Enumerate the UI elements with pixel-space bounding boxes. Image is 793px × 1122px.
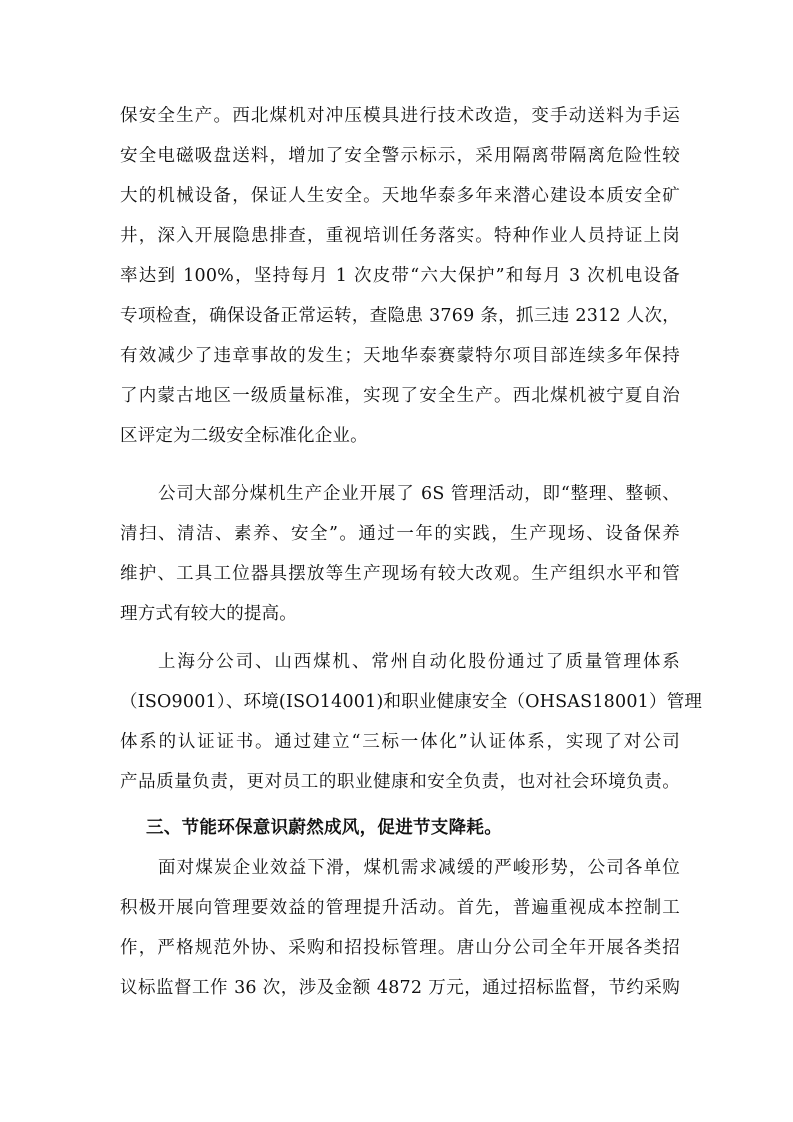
paragraph-line: （ISO9001）、环境(ISO14001)和职业健康安全（OHSAS18001）管理 — [120, 692, 703, 712]
paragraph-line: 大的机械设备，保证人生安全。天地华泰多年来潜心建设本质安全矿 — [120, 186, 680, 206]
paragraph-line: 面对煤炭企业效益下滑，煤机需求减缓的严峻形势，公司各单位 — [158, 858, 680, 878]
section-heading: 三、节能环保意识蔚然成风，促进节支降耗。 — [146, 818, 502, 838]
paragraph-line: 上海分公司、山西煤机、常州自动化股份通过了质量管理体系 — [158, 652, 680, 672]
paragraph-line: 公司大部分煤机生产企业开展了 6S 管理活动，即“整理、整顿、 — [158, 484, 680, 504]
paragraph-line: 清扫、清洁、素养、安全”。通过一年的实践，生产现场、设备保养 — [120, 524, 680, 544]
paragraph-line: 产品质量负责，更对员工的职业健康和安全负责，也对社会环境负责。 — [120, 772, 680, 792]
paragraph-line: 井，深入开展隐患排查，重视培训任务落实。特种作业人员持证上岗 — [120, 226, 680, 246]
paragraph-line: 安全电磁吸盘送料，增加了安全警示标示，采用隔离带隔离危险性较 — [120, 146, 680, 166]
paragraph-line: 维护、工具工位器具摆放等生产现场有较大改观。生产组织水平和管 — [120, 564, 680, 584]
paragraph-line: 理方式有较大的提高。 — [120, 604, 297, 624]
paragraph-line: 议标监督工作 36 次，涉及金额 4872 万元，通过招标监督，节约采购 — [120, 978, 680, 998]
paragraph-line: 体系的认证证书。通过建立“三标一体化”认证体系，实现了对公司 — [120, 732, 680, 752]
paragraph-line: 作，严格规范外协、采购和招投标管理。唐山分公司全年开展各类招 — [120, 938, 680, 958]
paragraph-line: 了内蒙古地区一级质量标准，实现了安全生产。西北煤机被宁夏自治 — [120, 386, 680, 406]
paragraph-line: 有效减少了违章事故的发生；天地华泰赛蒙特尔项目部连续多年保持 — [120, 346, 680, 366]
paragraph-line: 率达到 100%，坚持每月 1 次皮带“六大保护”和每月 3 次机电设备 — [120, 266, 680, 286]
paragraph-line: 积极开展向管理要效益的管理提升活动。首先，普遍重视成本控制工 — [120, 898, 680, 918]
paragraph-line: 区评定为二级安全标准化企业。 — [120, 426, 368, 446]
paragraph-line: 保安全生产。西北煤机对冲压模具进行技术改造，变手动送料为手运 — [120, 106, 680, 126]
paragraph-line: 专项检查，确保设备正常运转，查隐患 3769 条，抓三违 2312 人次， — [120, 306, 680, 326]
